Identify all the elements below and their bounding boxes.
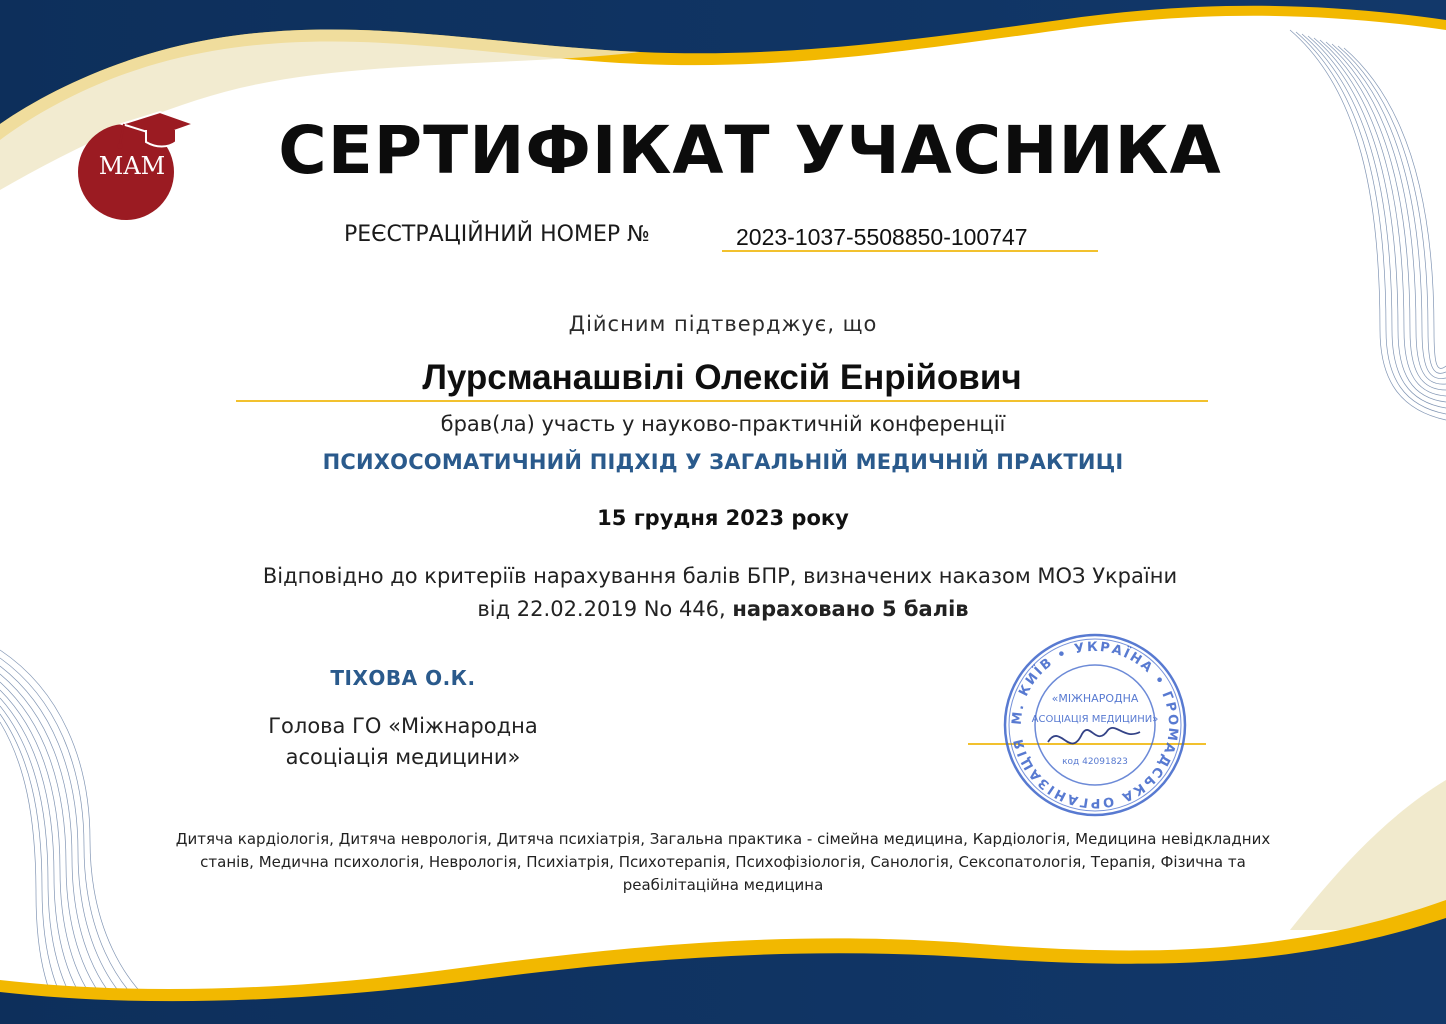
logo-text: MAM	[98, 152, 166, 180]
criteria-order: від 22.02.2019 No 446,	[477, 597, 733, 621]
participant-name: Лурсманашвілі Олексій Енрійович	[422, 358, 1022, 397]
specialties-line3: реабілітаційна медицина	[622, 876, 824, 894]
points-awarded: нараховано 5 балів	[732, 597, 969, 621]
official-stamp	[1000, 630, 1190, 820]
stamp-code: код 42091823	[1062, 757, 1128, 767]
signer-title-line1: Голова ГО «Міжнародна	[268, 714, 538, 738]
specialties-list	[100, 828, 1346, 897]
signature-scribble	[1048, 728, 1140, 744]
signer-title-line2: асоціація медицини»	[285, 745, 521, 769]
conference-title: ПСИХОСОМАТИЧНИЙ ПІДХІД У ЗАГАЛЬНІЙ МЕДИЧНІЙ ПРАКТИЦІ	[322, 450, 1124, 474]
stamp-seal-icon	[1000, 630, 1190, 820]
signer-name: ТІХОВА О.К.	[330, 666, 476, 690]
participated-text: брав(ла) участь у науково-практичній конференції	[440, 412, 1006, 436]
certificate-title: СЕРТИФІКАТ УЧАСНИКА	[278, 112, 1222, 189]
stamp-inner-line1: «МІЖНАРОДНА	[1051, 692, 1139, 705]
specialties-line2: станів, Медична психологія, Неврологія, Психіатрія, Психотерапія, Психофізіологія, Санологія, Сексопатологія, Терапія, Фізична та	[200, 853, 1246, 871]
criteria-text: Відповідно до критеріїв нарахування балів БПР, визначених наказом МОЗ України	[262, 564, 1178, 588]
stamp-ring-text: М. КИЇВ • УКРАЇНА • ГРОМАДСЬКА ОРГАНІЗАЦІЯ	[1009, 639, 1181, 811]
confirms-text: Дійсним підтверджує, що	[568, 312, 878, 336]
registration-underline	[722, 250, 1098, 252]
signer-title	[228, 711, 578, 773]
mam-logo	[76, 104, 196, 224]
conference-date: 15 грудня 2023 року	[597, 506, 849, 530]
criteria-points	[0, 597, 1446, 621]
specialties-line1: Дитяча кардіологія, Дитяча неврологія, Дитяча психіатрія, Загальна практика - сімейна медицина, Кардіологія, Медицина невідкладних	[175, 830, 1271, 848]
stamp-inner-line2: АСОЦІАЦІЯ МЕДИЦИНИ»	[1031, 714, 1159, 725]
registration-number: 2023-1037-5508850-100747	[736, 224, 1028, 250]
name-underline	[236, 400, 1208, 402]
registration-label: РЕЄСТРАЦІЙНИЙ НОМЕР №	[344, 222, 651, 247]
